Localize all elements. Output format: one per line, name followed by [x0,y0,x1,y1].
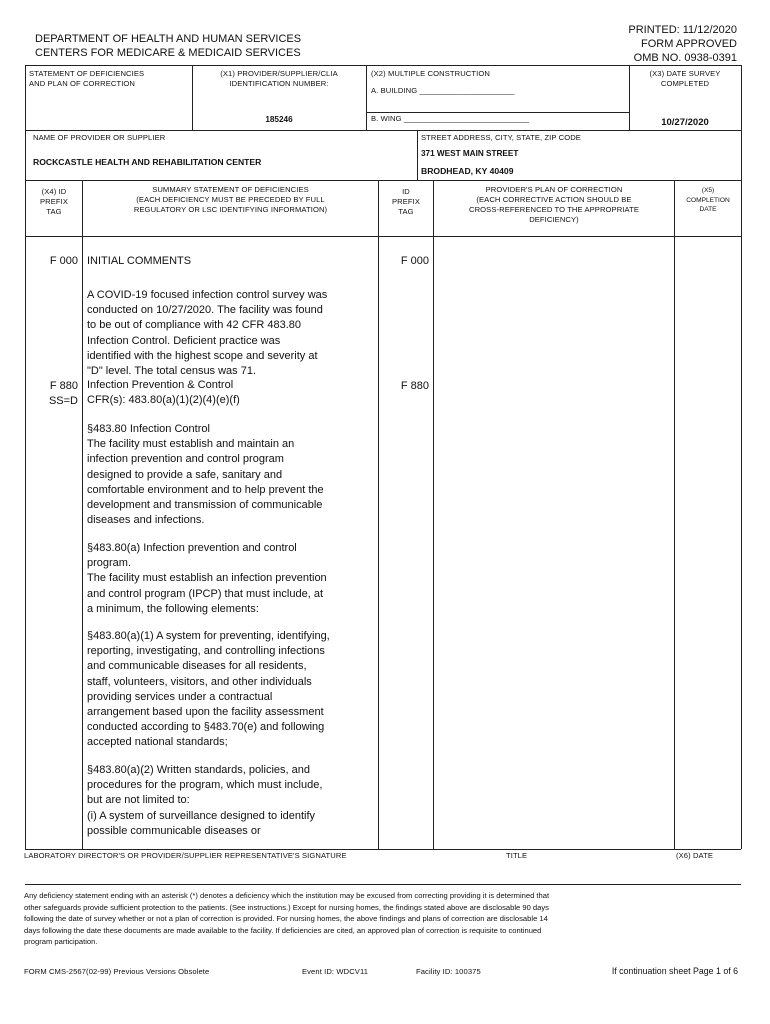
statement-label: STATEMENT OF DEFICIENCIES AND PLAN OF CORRECTION [29,69,145,88]
signature-label: LABORATORY DIRECTOR'S OR PROVIDER/SUPPLIER REPRESENTATIVE'S SIGNATURE [24,851,347,860]
paragraph-483-80: §483.80 Infection Control The facility must establish and maintain an infection prevention and control program designed to provide a safe, sanitary and comfortable environment and to help prevent the development and transmission of communicable diseases and infections. [87,423,324,527]
form-approval-block [540,23,737,65]
address-line-2: BRODHEAD, KY 40409 [421,166,514,176]
plan-header: PROVIDER'S PLAN OF CORRECTION (EACH CORRECTIVE ACTION SHOULD BE CROSS-REFERENCED TO THE APPROPRIATE DEFICIENCY) [468,185,640,224]
tag-f000-right: F 000 [400,255,429,267]
summary-header: SUMMARY STATEMENT OF DEFICIENCIES (EACH DEFICIENCY MUST BE PRECEDED BY FULL REGULATORY OR LSC IDENTIFYING INFORMATION) [133,185,328,214]
agency-line-2: CENTERS FOR MEDICARE & MEDICAID SERVICES [35,47,301,59]
provider-name: ROCKCASTLE HEALTH AND REHABILITATION CENTER [33,157,262,167]
tag-f880-title: Infection Prevention & Control CFR(s): 483.80(a)(1)(2)(4)(e)(f) [87,379,240,407]
address-label: STREET ADDRESS, CITY, STATE, ZIP CODE [421,133,581,142]
tag-f000-left: F 000 [49,255,78,267]
paragraph-483-80a: §483.80(a) Infection prevention and control program. The facility must establish an infection prevention and control program (IPCP) that must include, at a minimum, the following elements: [87,542,327,615]
x3-label: (X3) DATE SURVEY COMPLETED [649,69,721,88]
facility-id: Facility ID: 100375 [416,967,481,976]
initial-comments-text: A COVID-19 focused infection control survey was conducted on 10/27/2020. The facility was found to be out of compliance with 42 CFR 483.80 Infection Control. Deficient practice was identified with the highest scope and severity at "D" level. The total census was 71. [87,289,328,378]
x4-header: (X4) ID PREFIX TAG [39,187,69,216]
printed-date: PRINTED: 11/12/2020 [628,24,737,36]
scope-severity: SS=D [48,395,78,407]
id-header: ID PREFIX TAG [391,187,421,216]
building-label: A. BUILDING ______________________ [371,86,515,95]
tag-f000-title: INITIAL COMMENTS [87,255,192,267]
x1-label: (X1) PROVIDER/SUPPLIER/CLIA IDENTIFICATION NUMBER: [220,69,338,88]
omb-number: OMB NO. 0938-0391 [633,52,737,64]
date-label: (X6) DATE [676,851,714,860]
agency-line-1: DEPARTMENT OF HEALTH AND HUMAN SERVICES [35,33,302,45]
provider-id-number: 185246 [265,115,293,124]
event-id: Event ID: WDCV11 [302,967,369,976]
form-approved: FORM APPROVED [641,38,737,50]
title-label: TITLE [506,851,528,860]
address-line-1: 371 WEST MAIN STREET [421,149,519,158]
page-indicator: If continuation sheet Page 1 of 6 [611,966,738,976]
paragraph-483-80a1: §483.80(a)(1) A system for preventing, identifying, reporting, investigating, and controlling infections and communicable diseases for all residents, staff, volunteers, visitors, and other individuals providing services under a contractual arrangement based upon the facility assessment conducted according to §483.70(e) and following accepted national standards; [87,630,330,749]
survey-completed-date: 10/27/2020 [661,117,709,128]
agency-name [35,32,395,60]
disclaimer-text: Any deficiency statement ending with an asterisk (*) denotes a deficiency which the institution may be excused from correcting providing it is determined that other safeguards provide sufficient protection to the patients. (See instructions.) Except for nursing homes, the findings stated above are disclosable 90 days following the date of survey whether or not a plan of correction is provided. For nursing homes, the above findings and plans of correction are disclosable 14 days following the date these documents are made available to the facility. If deficiencies are cited, an approved plan of correction is requisite to continued program participation. [24,891,550,947]
paragraph-483-80a2: §483.80(a)(2) Written standards, policies, and procedures for the program, which must include, but are not limited to: (i) A system of surveillance designed to identify possible communicable diseases or [87,764,323,837]
x5-header: (X5) COMPLETION DATE [686,187,730,213]
form-id: FORM CMS-2567(02-99) Previous Versions Obsolete [24,967,210,976]
wing-label: B. WING _____________________________ [371,114,530,123]
tag-f880-right: F 880 [400,380,429,392]
provider-name-label: NAME OF PROVIDER OR SUPPLIER [33,133,166,142]
x2-label: (X2) MULTIPLE CONSTRUCTION [371,69,490,78]
tag-f880-left: F 880 [49,380,78,392]
